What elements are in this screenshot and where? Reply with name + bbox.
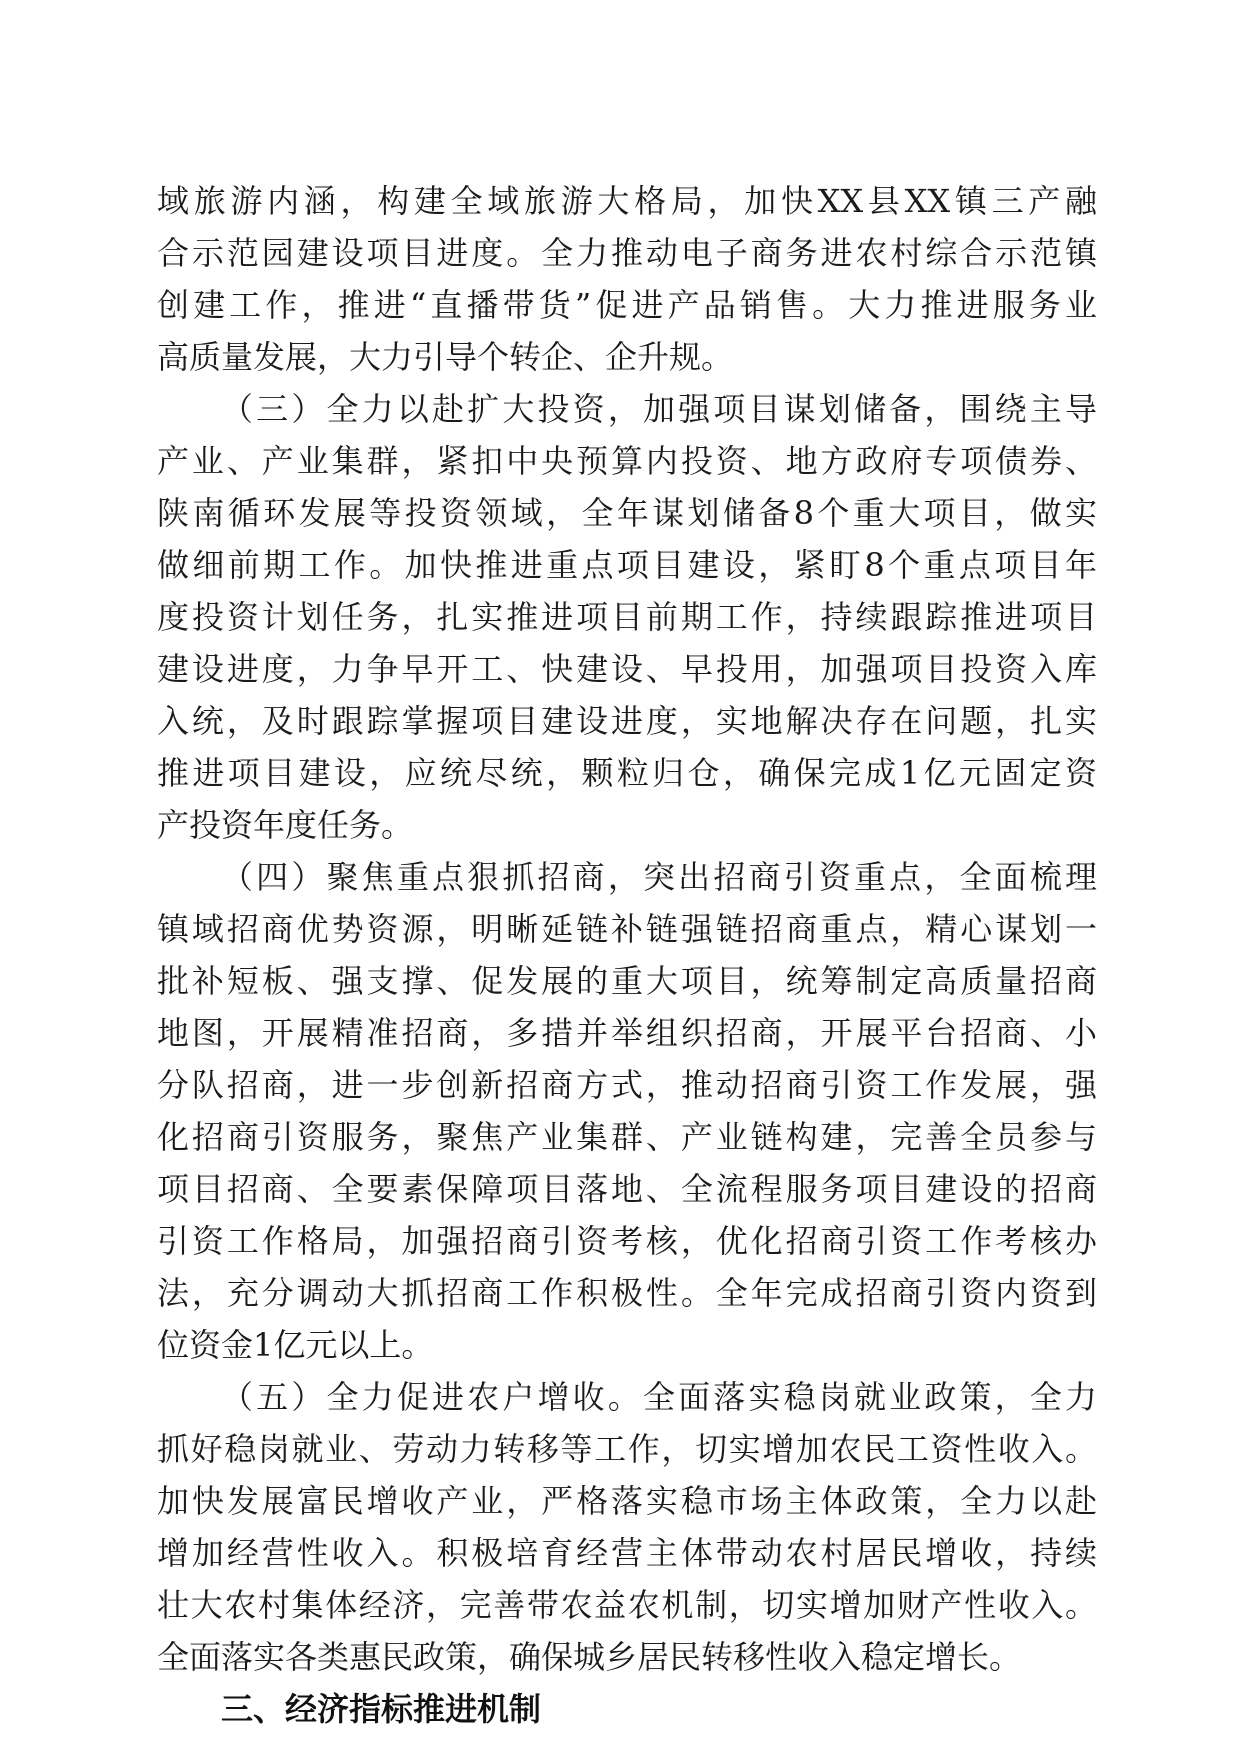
paragraph-line: 合示范园建设项目进度。全力推动电子商务进农村综合示范镇 xyxy=(157,234,1097,272)
paragraph-line: 项目招商、全要素保障项目落地、全流程服务项目建设的招商 xyxy=(157,1170,1097,1208)
paragraph-line: 度投资计划任务，扎实推进项目前期工作，持续跟踪推进项目 xyxy=(157,598,1097,636)
paragraph-line: 全面落实各类惠民政策，确保城乡居民转移性收入稳定增长。 xyxy=(157,1638,1022,1676)
paragraph-line: 法，充分调动大抓招商工作积极性。全年完成招商引资内资到 xyxy=(157,1274,1097,1312)
paragraph-line: 化招商引资服务，聚焦产业集群、产业链构建，完善全员参与 xyxy=(157,1118,1097,1156)
paragraph-line: 创建工作，推进“直播带货”促进产品销售。大力推进服务业 xyxy=(157,286,1097,324)
paragraph-line: 地图，开展精准招商，多措并举组织招商，开展平台招商、小 xyxy=(157,1014,1097,1052)
paragraph-line: 增加经营性收入。积极培育经营主体带动农村居民增收，持续 xyxy=(157,1534,1097,1572)
paragraph-line: 位资金1亿元以上。 xyxy=(157,1326,434,1364)
paragraph-line: 镇域招商优势资源，明晰延链补链强链招商重点，精心谋划一 xyxy=(157,910,1097,948)
paragraph-line: 加快发展富民增收产业，严格落实稳市场主体政策，全力以赴 xyxy=(157,1482,1097,1520)
paragraph-line: 壮大农村集体经济，完善带农益农机制，切实增加财产性收入。 xyxy=(157,1586,1097,1624)
paragraph-line: 产投资年度任务。 xyxy=(157,806,414,844)
paragraph-line: 引资工作格局，加强招商引资考核，优化招商引资工作考核办 xyxy=(157,1222,1097,1260)
paragraph-line: 批补短板、强支撑、促发展的重大项目，统筹制定高质量招商 xyxy=(157,962,1097,1000)
paragraph-line: 抓好稳岗就业、劳动力转移等工作，切实增加农民工资性收入。 xyxy=(157,1430,1097,1468)
paragraph-line: 高质量发展，大力引导个转企、企升规。 xyxy=(157,338,734,376)
paragraph-line: （三）全力以赴扩大投资，加强项目谋划储备，围绕主导 xyxy=(221,390,1097,428)
paragraph-line: （四）聚焦重点狠抓招商，突出招商引资重点，全面梳理 xyxy=(221,858,1097,896)
paragraph-line: 入统，及时跟踪掌握项目建设进度，实地解决存在问题，扎实 xyxy=(157,702,1097,740)
paragraph-line: 产业、产业集群，紧扣中央预算内投资、地方政府专项债券、 xyxy=(157,442,1097,480)
paragraph-line: 做细前期工作。加快推进重点项目建设，紧盯8个重点项目年 xyxy=(157,546,1097,584)
paragraph-line: 推进项目建设，应统尽统，颗粒归仓，确保完成1亿元固定资 xyxy=(157,754,1097,792)
paragraph-line: 域旅游内涵，构建全域旅游大格局，加快XX县XX镇三产融 xyxy=(157,182,1097,220)
section-heading: 三、经济指标推进机制 xyxy=(221,1690,542,1728)
paragraph-line: 分队招商，进一步创新招商方式，推动招商引资工作发展，强 xyxy=(157,1066,1097,1104)
paragraph-line: 建设进度，力争早开工、快建设、早投用，加强项目投资入库 xyxy=(157,650,1097,688)
paragraph-line: 陕南循环发展等投资领域，全年谋划储备8个重大项目，做实 xyxy=(157,494,1097,532)
paragraph-line: （五）全力促进农户增收。全面落实稳岗就业政策，全力 xyxy=(221,1378,1097,1416)
